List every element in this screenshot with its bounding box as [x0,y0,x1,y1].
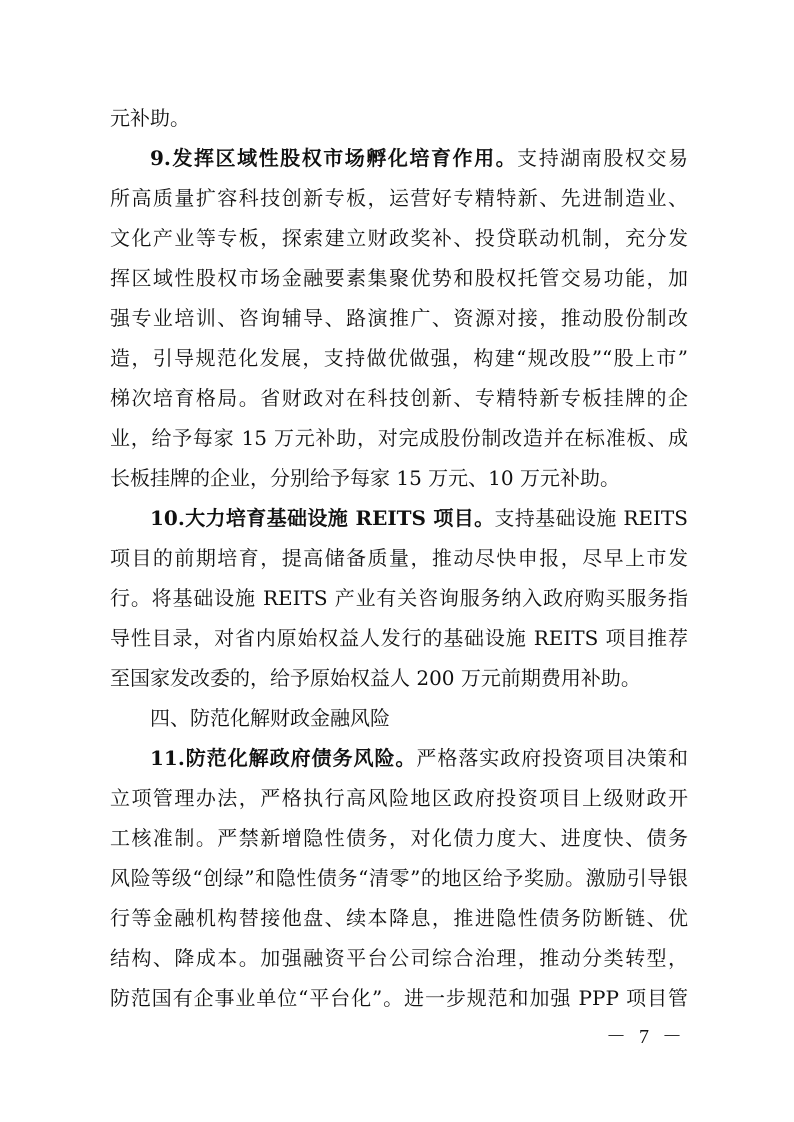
paragraph-tail-line: 元补助。 [110,106,190,130]
paragraph-10-first-line [110,498,688,538]
paragraph-9-line: 梯次培育格局。省财政对在科技创新、专精特新专板挂牌的企 [110,386,688,410]
paragraph-11-line: 工核准制。严禁新增隐性债务，对化债力度大、进度快、债务 [110,826,688,850]
paragraph-11-heading: 11.防范化解政府债务风险。 [150,746,417,770]
paragraph-10-first-text: 支持基础设施 REITS [494,506,688,530]
paragraph-11-first-line [110,738,688,778]
document-body [110,98,688,1018]
paragraph-9-heading: 9.发挥区域性股权市场孵化培育作用。 [150,146,518,170]
paragraph-9-line: 强专业培训、咨询辅导、路演推广、资源对接，推动股份制改 [110,306,688,330]
paragraph-9-line: 造，引导规范化发展，支持做优做强，构建“规改股”“股上市” [110,346,688,370]
paragraph-10 [110,498,688,698]
paragraph-9-line: 挥区域性股权市场金融要素集聚优势和股权托管交易功能，加 [110,266,688,290]
paragraph-10-line: 项目的前期培育，提高储备质量，推动尽快申报，尽早上市发 [110,546,688,570]
paragraph-11-line: 风险等级“创绿”和隐性债务“清零”的地区给予奖励。激励引导银 [110,866,688,890]
paragraph-11 [110,738,688,1018]
paragraph-11-line: 防范国有企事业单位“平台化”。进一步规范和加强 PPP 项目管 [110,986,688,1010]
paragraph-9 [110,138,688,498]
paragraph-9-first-line [110,138,688,178]
section-heading: 四、防范化解财政金融风险 [150,706,390,730]
paragraph-11-line: 行等金融机构替接他盘、续本降息，推进隐性债务防断链、优 [110,906,688,930]
paragraph-10-heading: 10.大力培育基础设施 REITS 项目。 [150,506,495,530]
paragraph-11-line: 立项管理办法，严格执行高风险地区政府投资项目上级财政开 [110,786,688,810]
page-number: － 7 － [606,1026,686,1048]
paragraph-9-line: 长板挂牌的企业，分别给予每家 15 万元、10 万元补助。 [110,466,620,490]
paragraph-9-first-text: 支持湖南股权交易 [517,146,688,170]
paragraph-10-line: 行。将基础设施 REITS 产业有关咨询服务纳入政府购买服务指 [110,586,688,610]
paragraph-11-first-text: 严格落实政府投资项目决策和 [416,746,689,770]
paragraph-9-line: 所高质量扩容科技创新专板，运营好专精特新、先进制造业、 [110,186,688,210]
paragraph-10-line: 至国家发改委的，给予原始权益人 200 万元前期费用补助。 [110,666,641,690]
paragraph-11-line: 结构、降成本。加强融资平台公司综合治理，推动分类转型， [110,946,688,970]
paragraph-9-line: 业，给予每家 15 万元补助，对完成股份制改造并在标准板、成 [110,426,688,450]
paragraph-9-line: 文化产业等专板，探索建立财政奖补、投贷联动机制，充分发 [110,226,688,250]
paragraph-10-line: 导性目录，对省内原始权益人发行的基础设施 REITS 项目推荐 [110,626,688,650]
